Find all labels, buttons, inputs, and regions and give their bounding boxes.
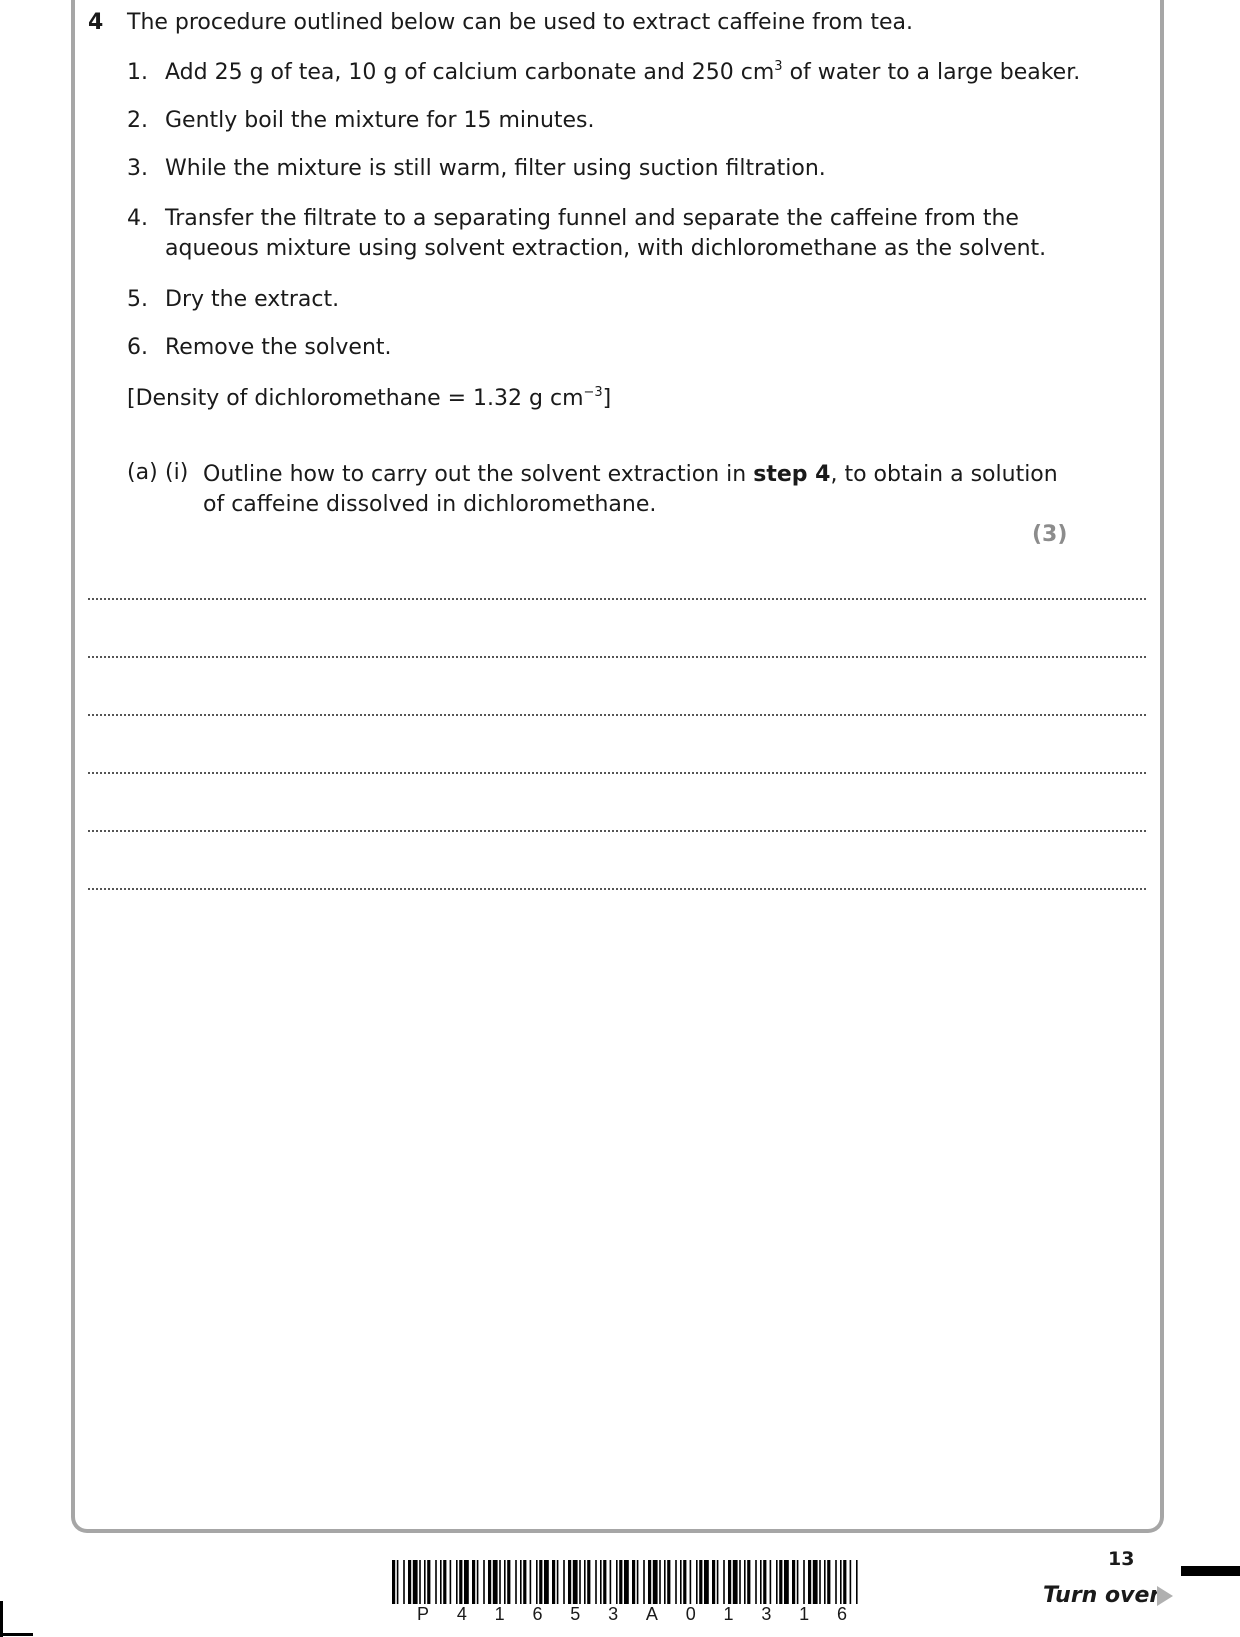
part-a-label: (a): [127, 460, 158, 485]
barcode-bar: [675, 1560, 677, 1604]
barcode-bar: [443, 1560, 446, 1604]
marks-indicator: (3): [1032, 522, 1068, 547]
answer-line[interactable]: [88, 656, 1146, 658]
barcode-bar: [835, 1560, 837, 1604]
registration-mark: [1181, 1566, 1240, 1576]
barcode-bar: [619, 1560, 622, 1604]
barcode-bar: [760, 1560, 762, 1604]
barcode-bar: [419, 1560, 421, 1604]
barcode-bar: [717, 1560, 719, 1604]
barcode-bar: [792, 1560, 795, 1604]
barcode-bar: [552, 1560, 555, 1604]
barcode-bar: [397, 1560, 399, 1604]
barcode-bar: [573, 1560, 578, 1604]
question-number: 4: [88, 10, 104, 35]
barcode-bar: [648, 1560, 651, 1604]
barcode: [392, 1560, 858, 1604]
barcode-bar: [456, 1560, 458, 1604]
barcode-bar: [515, 1560, 517, 1604]
barcode-bar: [632, 1560, 635, 1604]
barcode-bar: [488, 1560, 491, 1604]
barcode-bar: [723, 1560, 725, 1604]
barcode-bar: [776, 1560, 778, 1604]
barcode-bar: [664, 1560, 666, 1604]
barcode-bar: [797, 1560, 799, 1604]
barcode-bar: [504, 1560, 506, 1604]
barcode-bar: [435, 1560, 437, 1604]
barcode-bar: [499, 1560, 501, 1604]
barcode-bar: [427, 1560, 430, 1604]
barcode-bar: [544, 1560, 549, 1604]
barcode-bar: [520, 1560, 522, 1604]
step-number: 4.: [127, 206, 148, 231]
question-intro: The procedure outlined below can be used to extract caffeine from tea.: [127, 10, 913, 35]
step-number: 1.: [127, 60, 148, 85]
answer-line[interactable]: [88, 888, 1146, 890]
answer-line[interactable]: [88, 830, 1146, 832]
barcode-bar: [536, 1560, 538, 1604]
barcode-bar: [424, 1560, 426, 1604]
barcode-bar: [840, 1560, 842, 1604]
barcode-bar: [843, 1560, 846, 1604]
barcode-bar: [568, 1560, 571, 1604]
barcode-bar: [755, 1560, 757, 1604]
barcode-bar: [704, 1560, 709, 1604]
part-a-question: Outline how to carry out the solvent extraction in step 4, to obtain a solution of caffeine dissolved in dichloromethane.: [203, 462, 1058, 517]
step-text: Transfer the filtrate to a separating funnel and separate the caffeine from the: [165, 206, 1019, 231]
barcode-bar: [739, 1560, 741, 1604]
barcode-bar: [770, 1560, 772, 1604]
barcode-bar: [624, 1560, 629, 1604]
barcode-bar: [712, 1560, 715, 1604]
barcode-bar: [530, 1560, 532, 1604]
barcode-bar: [659, 1560, 661, 1604]
barcode-bar: [744, 1560, 746, 1604]
barcode-bar: [803, 1560, 805, 1604]
step-number: 5.: [127, 287, 148, 312]
barcode-bar: [850, 1560, 852, 1604]
barcode-bar: [464, 1560, 469, 1604]
barcode-bar: [824, 1560, 826, 1604]
barcode-bar: [779, 1560, 782, 1604]
turn-over-arrow-icon: [1157, 1586, 1173, 1606]
step-number: 6.: [127, 335, 148, 360]
barcode-bar: [459, 1560, 462, 1604]
barcode-bar: [680, 1560, 682, 1604]
answer-line[interactable]: [88, 598, 1146, 600]
barcode-bar: [616, 1560, 618, 1604]
barcode-bar: [699, 1560, 702, 1604]
barcode-bar: [472, 1560, 475, 1604]
barcode-bar: [610, 1560, 612, 1604]
crop-mark: [0, 1601, 3, 1637]
step-text: Dry the extract.: [165, 287, 340, 312]
barcode-bar: [413, 1560, 418, 1604]
turn-over-label: Turn over: [1043, 1583, 1161, 1608]
barcode-bar: [856, 1560, 858, 1604]
barcode-bar: [557, 1560, 559, 1604]
crop-mark: [0, 1633, 33, 1636]
barcode-bar: [690, 1560, 692, 1604]
barcode-bar: [784, 1560, 789, 1604]
barcode-bar: [563, 1560, 565, 1604]
barcode-bar: [392, 1560, 395, 1604]
step-text: Gently boil the mixture for 15 minutes.: [165, 108, 595, 133]
barcode-bar: [643, 1560, 645, 1604]
barcode-bar: [584, 1560, 586, 1604]
barcode-bar: [813, 1560, 818, 1604]
barcode-bar: [696, 1560, 698, 1604]
barcode-bar: [808, 1560, 811, 1604]
barcode-bar: [595, 1560, 597, 1604]
barcode-bar: [603, 1560, 606, 1604]
answer-line[interactable]: [88, 714, 1146, 716]
barcode-bar: [587, 1560, 590, 1604]
barcode-bar: [763, 1560, 766, 1604]
barcode-bar: [408, 1560, 411, 1604]
barcode-bar: [440, 1560, 442, 1604]
barcode-text: P 4 1 6 5 3 A 0 1 3 1 6: [417, 1604, 847, 1624]
density-note: [Density of dichloromethane = 1.32 g $cm^{-3}$]: [127, 385, 612, 411]
barcode-bar: [539, 1560, 542, 1604]
barcode-bar: [450, 1560, 452, 1604]
part-a-sub-label: (i): [165, 460, 189, 485]
barcode-bar: [827, 1560, 830, 1604]
step-text: While the mixture is still warm, filter using suction filtration.: [165, 156, 826, 181]
step-text: Remove the solvent.: [165, 335, 392, 360]
barcode-bar: [523, 1560, 526, 1604]
barcode-bar: [507, 1560, 510, 1604]
barcode-bar: [637, 1560, 639, 1604]
answer-line[interactable]: [88, 772, 1146, 774]
step-text: Add 25 g of tea, 10 g of calcium carbonate and 250 $cm^3$ of water to a large beaker.: [165, 59, 1081, 85]
barcode-bar: [477, 1560, 479, 1604]
page-number: 13: [1108, 1548, 1135, 1570]
step-number: 3.: [127, 156, 148, 181]
barcode-bar: [579, 1560, 581, 1604]
barcode-bar: [683, 1560, 686, 1604]
barcode-bar: [600, 1560, 602, 1604]
barcode-bar: [493, 1560, 498, 1604]
step-number: 2.: [127, 108, 148, 133]
barcode-bar: [667, 1560, 670, 1604]
barcode-bar: [747, 1560, 750, 1604]
barcode-bar: [733, 1560, 738, 1604]
barcode-bar: [403, 1560, 405, 1604]
barcode-bar: [483, 1560, 485, 1604]
barcode-bar: [728, 1560, 731, 1604]
step-text-continued: aqueous mixture using solvent extraction, with dichloromethane as the solvent.: [165, 236, 1047, 261]
barcode-bar: [653, 1560, 658, 1604]
barcode-bar: [819, 1560, 821, 1604]
